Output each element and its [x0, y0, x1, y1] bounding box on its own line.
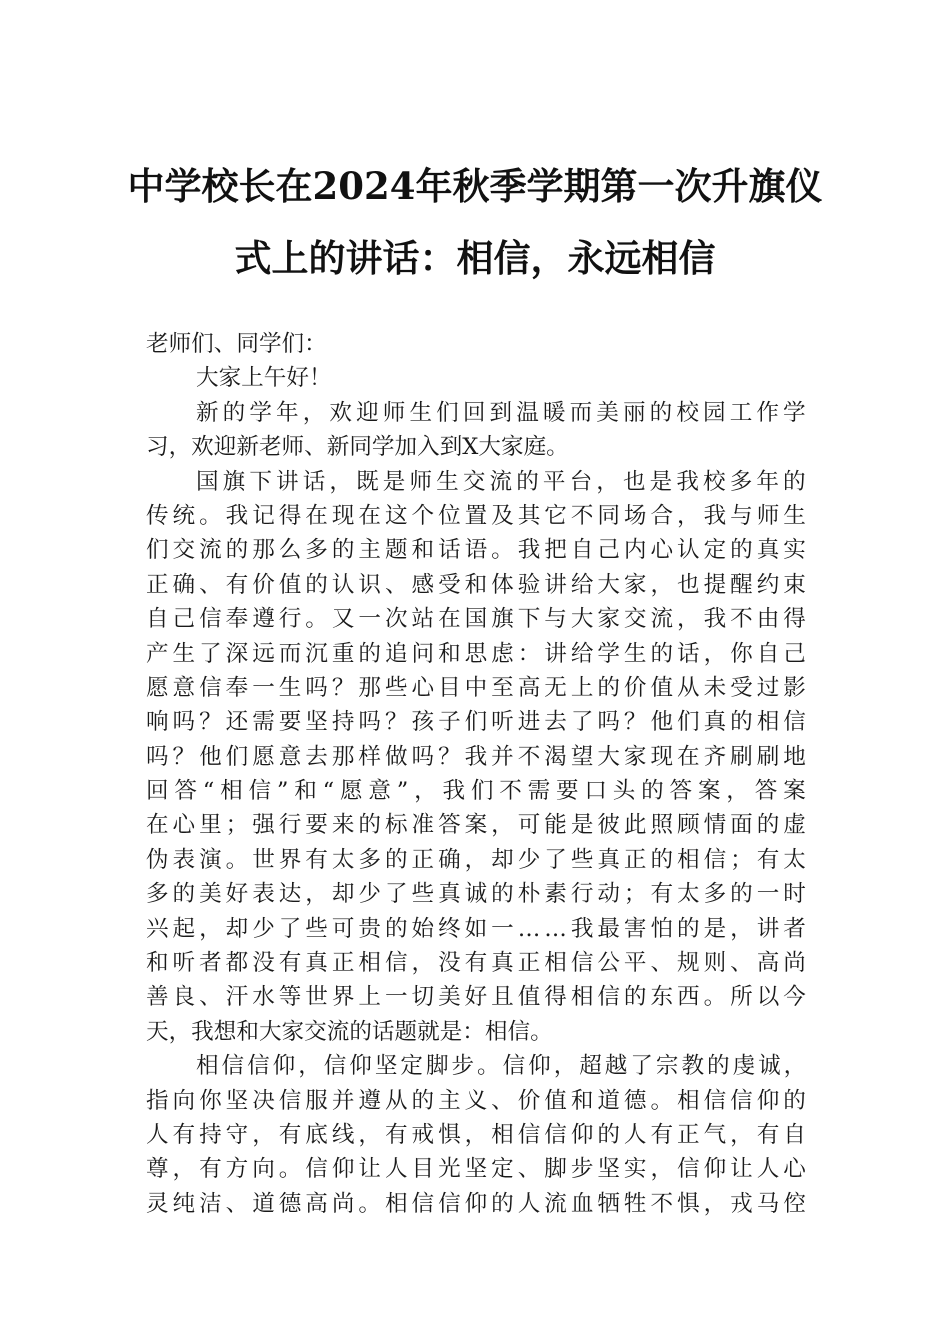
text-line: 和听者都没有真正相信，没有真正相信公平、规则、高尚 — [146, 950, 810, 977]
text-line: 人有持守，有底线，有戒惧，相信信仰的人有正气，有自 — [146, 1121, 810, 1148]
text-line: 相信信仰，信仰坚定脚步。信仰，超越了宗教的虔诚， — [196, 1053, 810, 1080]
text-line: 产生了深远而沉重的追问和思虑：讲给学生的话，你自己 — [146, 640, 810, 667]
text-line: 老师们、同学们： — [146, 331, 327, 357]
text-line: 尊，有方向。信仰让人目光坚定、脚步坚实，信仰让人心 — [146, 1156, 810, 1183]
text-line: 正确、有价值的认识、感受和体验讲给大家，也提醒约束 — [146, 571, 810, 598]
text-line: 们交流的那么多的主题和话语。我把自己内心认定的真实 — [146, 537, 810, 564]
text-line: 自己信奉遵行。又一次站在国旗下与大家交流，我不由得 — [146, 606, 810, 633]
text-line: 国旗下讲话，既是师生交流的平台，也是我校多年的 — [196, 468, 810, 495]
text-line: 指向你坚决信服并遵从的主义、价值和道德。相信信仰的 — [146, 1087, 810, 1114]
text-line: 大家上午好！ — [196, 365, 332, 392]
text-line: 灵纯洁、道德高尚。相信信仰的人流血牺牲不惧，戎马倥 — [146, 1190, 810, 1217]
title-line-2: 式上的讲话：相信，永远相信 — [234, 236, 716, 280]
text-line: 习，欢迎新老师、新同学加入到X大家庭。 — [146, 434, 569, 461]
speech-body — [146, 327, 812, 1221]
title-line-1: 中学校长在2024年秋季学期第一次升旗仪 — [127, 164, 823, 208]
text-line: 吗？他们愿意去那样做吗？我并不渴望大家现在齐刷刷地 — [146, 743, 810, 770]
text-line: 新的学年，欢迎师生们回到温暖而美丽的校园工作学 — [196, 399, 810, 426]
text-line: 天，我想和大家交流的话题就是：相信。 — [146, 1018, 553, 1045]
text-line: 愿意信奉一生吗？那些心目中至高无上的价值从未受过影 — [146, 674, 810, 701]
text-line: 在心里；强行要来的标准答案，可能是彼此照顾情面的虚 — [146, 812, 810, 839]
text-line: 多的美好表达，却少了些真诚的朴素行动；有太多的一时 — [146, 881, 810, 908]
text-line: 传统。我记得在现在这个位置及其它不同场合，我与师生 — [146, 502, 810, 529]
text-line: 伪表演。世界有太多的正确，却少了些真正的相信；有太 — [146, 846, 810, 873]
text-line: 兴起，却少了些可贵的始终如一……我最害怕的是，讲者 — [146, 915, 810, 942]
text-line: 善良、汗水等世界上一切美好且值得相信的东西。所以今 — [146, 984, 810, 1011]
text-line: 回答“相信”和“愿意”，我们不需要口头的答案，答案 — [146, 778, 812, 805]
text-line: 响吗？还需要坚持吗？孩子们听进去了吗？他们真的相信 — [146, 709, 810, 736]
